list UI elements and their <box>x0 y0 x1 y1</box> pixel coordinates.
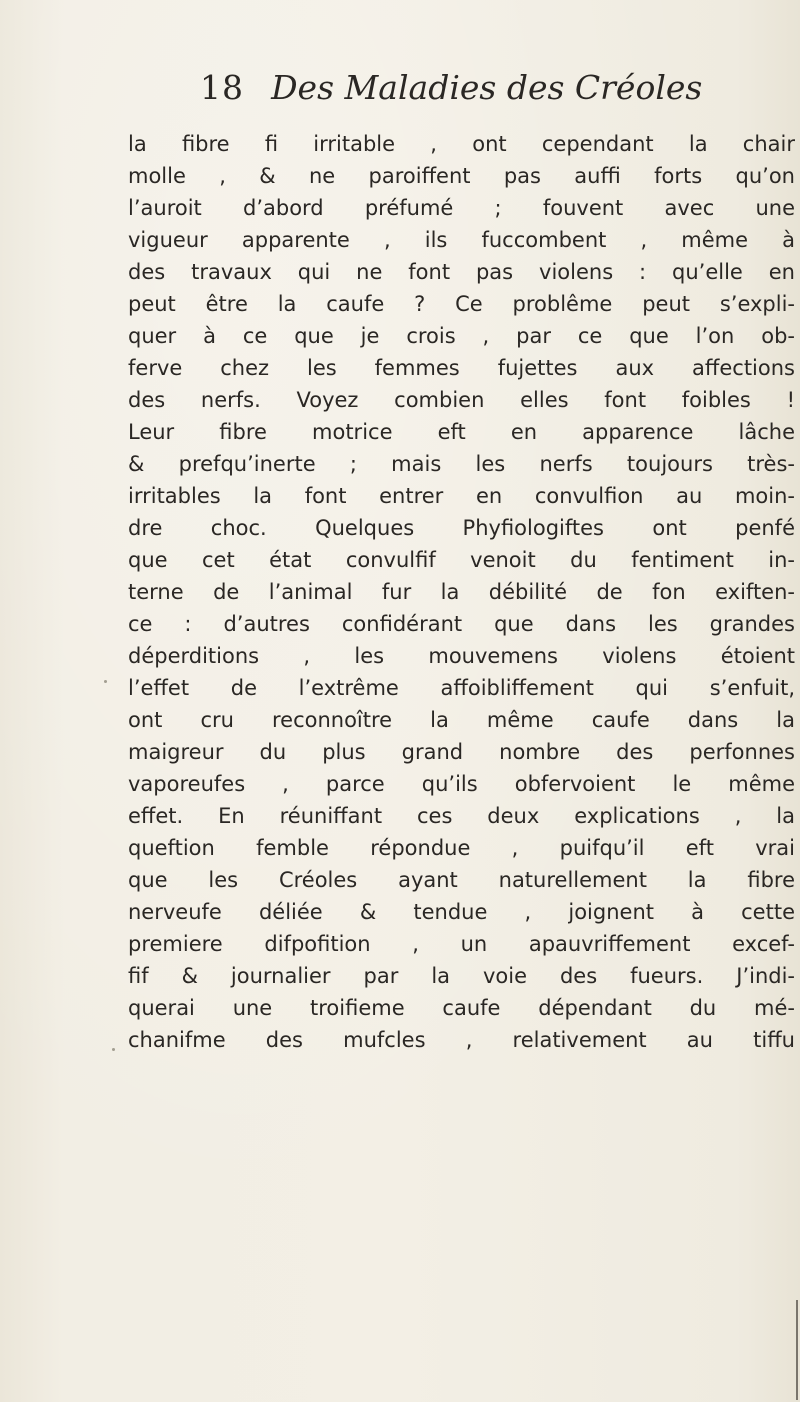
text-line: chanifme des mufcles , relativement au tiffu <box>128 1028 795 1052</box>
text-line: des nerfs. Voyez combien elles font foibles ! <box>128 388 795 412</box>
page-edge-shadow <box>796 1300 798 1400</box>
text-line: que les Créoles ayant naturellement la fibre <box>128 868 795 892</box>
text-line: ferve chez les femmes fujettes aux affections <box>128 356 795 380</box>
text-line: querai une troifieme caufe dépendant du mé- <box>128 996 795 1020</box>
text-line: Leur fibre motrice eft en apparence lâche <box>128 420 795 444</box>
text-line: que cet état convulfif venoit du fentiment in- <box>128 548 795 572</box>
text-line: déperditions , les mouvemens violens étoient <box>128 644 795 668</box>
text-line: l’auroit d’abord préfumé ; fouvent avec une <box>128 196 795 220</box>
text-line: ce : d’autres confidérant que dans les grandes <box>128 612 795 636</box>
ink-speck <box>112 1048 115 1051</box>
text-line: ont cru reconnoître la même caufe dans la <box>128 708 795 732</box>
text-line: dre choc. Quelques Phyfiologiftes ont penfé <box>128 516 795 540</box>
ink-speck <box>104 680 107 683</box>
text-line: terne de l’animal fur la débilité de fon exiften- <box>128 580 795 604</box>
text-line: nerveufe déliée & tendue , joignent à cette <box>128 900 795 924</box>
text-line: queftion femble répondue , puifqu’il eft vrai <box>128 836 795 860</box>
text-line: & prefqu’inerte ; mais les nerfs toujours très- <box>128 452 795 476</box>
page-number: 18 <box>200 68 244 107</box>
text-line: quer à ce que je crois , par ce que l’on ob- <box>128 324 795 348</box>
text-line: irritables la font entrer en convulfion au moin- <box>128 484 795 508</box>
text-line: des travaux qui ne font pas violens : qu’elle en <box>128 260 795 284</box>
text-line: fif & journalier par la voie des fueurs. J’indi- <box>128 964 795 988</box>
text-line: peut être la caufe ? Ce problême peut s’expli- <box>128 292 795 316</box>
text-line: effet. En réuniffant ces deux explications , la <box>128 804 795 828</box>
body-text <box>128 128 795 1056</box>
text-line: vigueur apparente , ils fuccombent , même à <box>128 228 795 252</box>
text-line: l’effet de l’extrême affoibliffement qui s’enfuit, <box>128 676 795 700</box>
page-header <box>200 68 702 118</box>
text-line: maigreur du plus grand nombre des perfonnes <box>128 740 795 764</box>
text-line: molle , & ne paroiffent pas auffi forts qu’on <box>128 164 795 188</box>
text-line: vaporeufes , parce qu’ils obfervoient le même <box>128 772 795 796</box>
running-title: Des Maladies des Créoles <box>271 68 703 107</box>
text-line: premiere difpofition , un apauvriffement excef- <box>128 932 795 956</box>
text-line: la fibre fi irritable , ont cependant la chair <box>128 132 795 156</box>
